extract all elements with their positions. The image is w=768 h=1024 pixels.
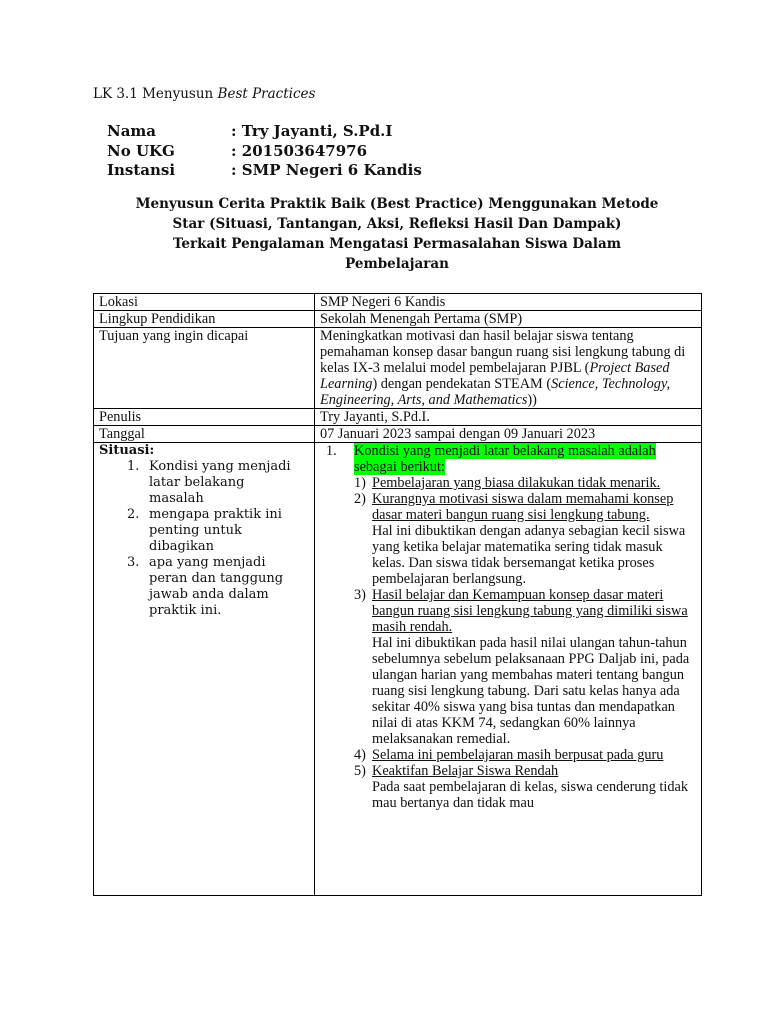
main-point (320, 443, 697, 475)
sub-description: Pada saat pembelajaran di kelas, siswa cenderung tidak mau bertanya dan tidak mau (372, 779, 689, 811)
identity-label: Nama (107, 122, 157, 140)
list-item (99, 555, 310, 619)
identity-row-name (107, 122, 422, 142)
list-number: 2. (127, 507, 140, 522)
row-label: Penulis (94, 409, 315, 426)
sub-number: 5) (354, 763, 366, 779)
identity-label: No UKG (107, 141, 175, 160)
table-row-tujuan (94, 328, 702, 409)
table-row-situasi (94, 443, 702, 896)
tujuan-italic: Project Based Learning (320, 360, 670, 392)
title-line: Star (Situasi, Tantangan, Aksi, Refleksi Hasil Dan Dampak) (172, 216, 622, 232)
tujuan-text: )) (527, 392, 537, 408)
identity-label: Instansi (107, 161, 176, 179)
page-heading (93, 86, 315, 102)
sub-number: 3) (354, 587, 366, 603)
sub-description: Hal ini dibuktikan pada hasil nilai ulangan tahun-tahun sebelumnya sebelum pelaksanaan PPG Daljab ini, pada ulangan harian yang membahas materi tentang bangun ruang sisi lengkung tabung. Dari satu kelas hanya ada sekitar 40% siswa yang bisa tuntas dan mendapatkan nilai di atas KKM 74, sedangkan 60% lainnya melaksanakan remedial. (372, 635, 690, 747)
title-line: Pembelajaran (345, 256, 449, 272)
identity-value: : 201503647976 (231, 141, 368, 160)
list-text: mengapa praktik ini penting untuk dibagikan (149, 507, 282, 554)
sub-list (354, 475, 697, 811)
sub-title: Selama ini pembelajaran masih berpusat pada guru (372, 747, 664, 763)
row-value: Sekolah Menengah Pertama (SMP) (315, 311, 702, 328)
sub-title: Hasil belajar dan Kemampuan konsep dasar materi bangun ruang sisi lengkung tabung yang dimiliki siswa masih rendah. (372, 587, 688, 635)
list-item (354, 475, 697, 491)
best-practice-table (93, 293, 702, 896)
tujuan-text: ) dengan pendekatan STEAM ( (372, 376, 552, 392)
row-value: Try Jayanti, S.Pd.I. (315, 409, 702, 426)
row-label: Lingkup Pendidikan (94, 311, 315, 328)
list-text: apa yang menjadi peran dan tanggung jawab anda dalam praktik ini. (149, 555, 284, 618)
list-item (354, 587, 697, 747)
list-text: Kondisi yang menjadi latar belakang masalah (149, 459, 291, 506)
heading-prefix: LK 3.1 Menyusun (93, 86, 218, 102)
sub-description: Hal ini dibuktikan dengan adanya sebagian kecil siswa yang ketika belajar matematika sering tidak masuk kelas. Dan siswa tidak bersemangat ketika proses pembelajaran berlangsung. (372, 523, 686, 587)
list-item (354, 763, 697, 811)
identity-row-instansi (107, 161, 422, 181)
row-label: Tujuan yang ingin dicapai (94, 328, 315, 409)
table-row-lingkup (94, 311, 702, 328)
identity-value: : SMP Negeri 6 Kandis (231, 161, 422, 179)
document-title (93, 194, 701, 274)
row-value (315, 328, 702, 409)
list-item (99, 459, 310, 507)
table-row-penulis (94, 409, 702, 426)
highlighted-text: Kondisi yang menjadi latar belakang masalah adalah sebagai berikut: (354, 443, 656, 475)
title-line: Menyusun Cerita Praktik Baik (Best Practice) Menggunakan Metode (135, 196, 659, 212)
table-row-tanggal (94, 426, 702, 443)
table-row-lokasi (94, 294, 702, 311)
title-line: Terkait Pengalaman Mengatasi Permasalahan Siswa Dalam (172, 236, 622, 252)
sub-number: 4) (354, 747, 366, 763)
sub-title: Kurangnya motivasi siswa dalam memahami konsep dasar materi bangun ruang sisi lengkung tabung. (372, 491, 674, 523)
heading-emphasis: Best Practices (217, 86, 316, 102)
identity-block (107, 122, 422, 181)
list-number: 3. (127, 555, 140, 570)
identity-value: : Try Jayanti, S.Pd.I (231, 122, 393, 140)
sub-number: 1) (354, 475, 366, 491)
row-value: SMP Negeri 6 Kandis (315, 294, 702, 311)
situasi-label: Situasi: (99, 443, 155, 458)
row-value: 07 Januari 2023 sampai dengan 09 Januari 2023 (315, 426, 702, 443)
situasi-prompt-list (99, 459, 310, 619)
row-label: Lokasi (94, 294, 315, 311)
tujuan-text: Meningkatkan motivasi dan hasil belajar siswa tentang pemahaman konsep dasar bangun ruang sisi lengkung tabung di kelas IX-3 melalui model pembelajaran PJBL ( (320, 328, 686, 376)
situasi-prompt-cell (94, 443, 315, 896)
row-label: Tanggal (94, 426, 315, 443)
list-number: 1. (127, 459, 140, 474)
sub-title: Keaktifan Belajar Siswa Rendah (372, 763, 559, 779)
list-item (354, 747, 697, 763)
list-item (354, 491, 697, 587)
tujuan-italic: Science, Technology, Engineering, Arts, and Mathematics (320, 376, 671, 408)
main-point-number: 1. (326, 443, 337, 459)
list-item (99, 507, 310, 555)
sub-number: 2) (354, 491, 366, 507)
sub-title: Pembelajaran yang biasa dilakukan tidak menarik. (372, 475, 661, 491)
situasi-content-cell (315, 443, 702, 896)
identity-row-ukg (107, 142, 422, 162)
